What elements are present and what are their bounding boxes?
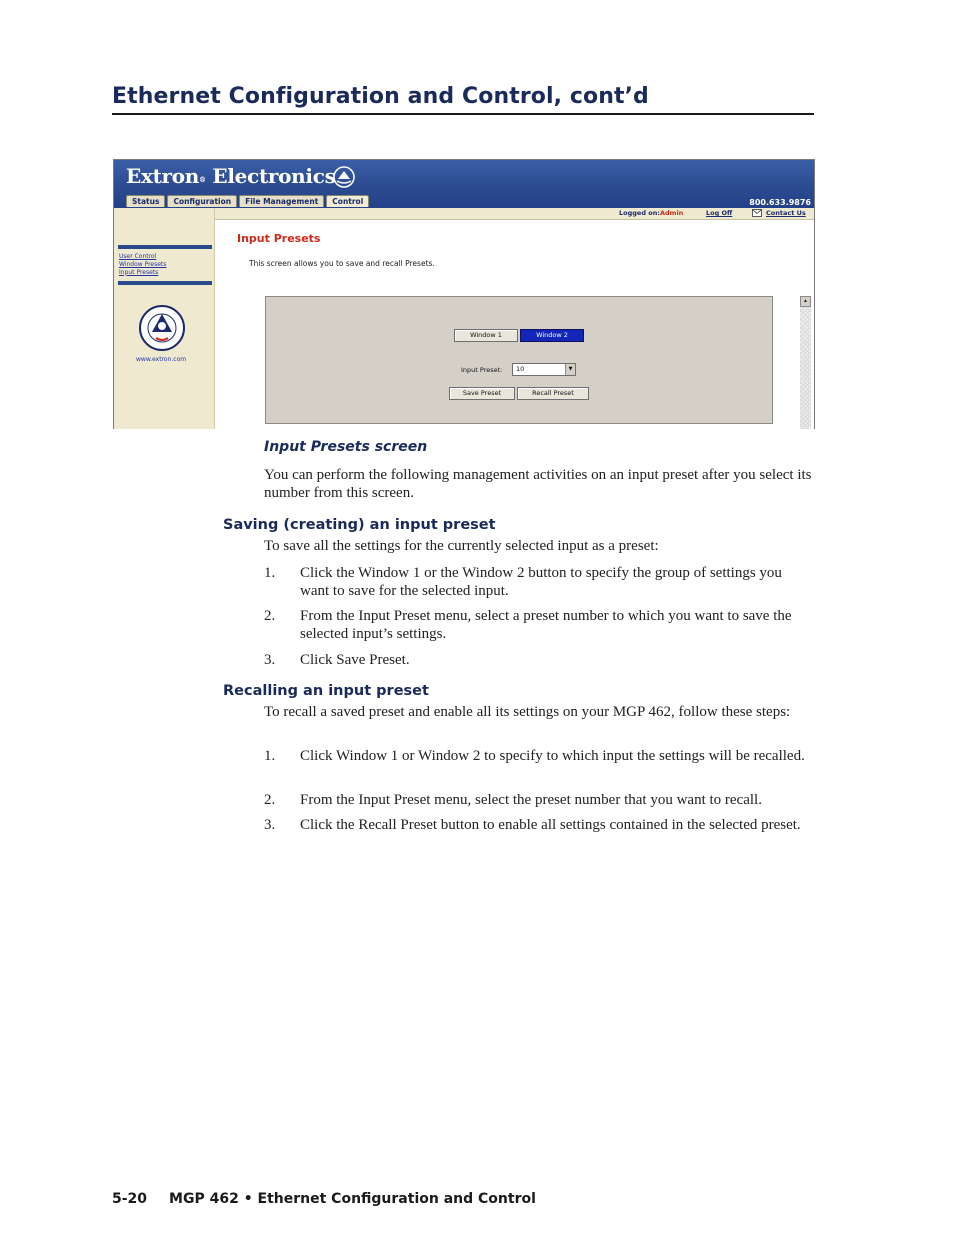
figure-caption: Input Presets screen: [264, 439, 428, 455]
sidebar-divider: [118, 245, 212, 249]
input-preset-label: Input Preset:: [461, 366, 503, 374]
tab-status[interactable]: Status: [126, 195, 165, 207]
brand-wordmark: Extron® Electronics: [126, 164, 336, 188]
s3-service-badge-icon: [138, 304, 186, 352]
step-number: 2.: [264, 792, 276, 808]
content-title: Input Presets: [237, 232, 321, 245]
sidebar-item-input-presets[interactable]: Input Presets: [119, 268, 159, 276]
envelope-icon: [752, 209, 762, 219]
sidebar-item-window-presets[interactable]: Window Presets: [119, 260, 167, 268]
phone-number: 800.633.9876: [749, 198, 811, 207]
tab-configuration[interactable]: Configuration: [167, 195, 237, 207]
preset-panel: [265, 296, 773, 424]
step-number: 1.: [264, 565, 276, 581]
sidebar-item-user-control[interactable]: User Control: [119, 253, 157, 260]
step-text: Click Window 1 or Window 2 to specify to which input the settings will be recalled.: [300, 748, 805, 764]
step-text: Click the Window 1 or the Window 2 button to specify the group of settings you want to save for the selected input.: [300, 565, 782, 599]
step-number: 3.: [264, 817, 276, 833]
chevron-down-icon: ▼: [565, 364, 575, 375]
logged-on-label: Logged on:: [619, 209, 660, 217]
section-heading-recalling: Recalling an input preset: [223, 683, 429, 699]
page-title: Ethernet Configuration and Control, cont’d: [112, 84, 814, 115]
step-text: Click the Recall Preset button to enable all settings contained in the selected preset.: [300, 817, 801, 833]
recalling-lead: To recall a saved preset and enable all its settings on your MGP 462, follow these steps:: [264, 704, 791, 720]
extron-logo-icon: [332, 165, 356, 189]
input-preset-value: 10: [516, 365, 525, 373]
step-number: 2.: [264, 608, 276, 624]
content-description: This screen allows you to save and recall Presets.: [249, 259, 435, 268]
step-number: 3.: [264, 652, 276, 668]
status-bar: [214, 208, 814, 220]
intro-paragraph: You can perform the following management activities on an input preset after you select its number from this screen.: [264, 467, 812, 501]
logged-on-user: Admin: [660, 209, 684, 217]
tab-file-management[interactable]: File Management: [239, 195, 324, 207]
window-1-button[interactable]: Window 1: [454, 329, 518, 342]
step-number: 1.: [264, 748, 276, 764]
page-number: 5-20: [112, 1191, 148, 1207]
saving-lead: To save all the settings for the currently selected input as a preset:: [264, 538, 659, 554]
extron-banner: [114, 160, 814, 208]
section-heading-saving: Saving (creating) an input preset: [223, 517, 496, 533]
contact-us-link[interactable]: Contact Us: [766, 209, 806, 217]
screenshot-figure: [113, 159, 815, 429]
tab-bar: [126, 195, 369, 208]
input-preset-select[interactable]: [512, 363, 576, 376]
log-off-link[interactable]: Log Off: [706, 209, 733, 217]
step-text: From the Input Preset menu, select the preset number that you want to recall.: [300, 792, 762, 808]
sidebar-divider: [118, 281, 212, 285]
save-preset-button[interactable]: Save Preset: [449, 387, 515, 400]
step-text: Click Save Preset.: [300, 652, 410, 668]
scroll-up-arrow-icon[interactable]: ▲: [800, 296, 811, 307]
tab-control[interactable]: Control: [326, 195, 369, 207]
window-2-button[interactable]: Window 2: [520, 329, 584, 342]
footer-text: MGP 462 • Ethernet Configuration and Control: [169, 1191, 536, 1207]
sidebar-links: [119, 253, 166, 276]
step-text: From the Input Preset menu, select a preset number to which you want to save the selected input’s settings.: [300, 608, 792, 642]
extron-url-link[interactable]: www.extron.com: [136, 356, 187, 363]
scrollbar[interactable]: [800, 296, 811, 429]
page-footer: [112, 1191, 536, 1207]
sidebar: [114, 208, 215, 429]
recall-preset-button[interactable]: Recall Preset: [517, 387, 589, 400]
